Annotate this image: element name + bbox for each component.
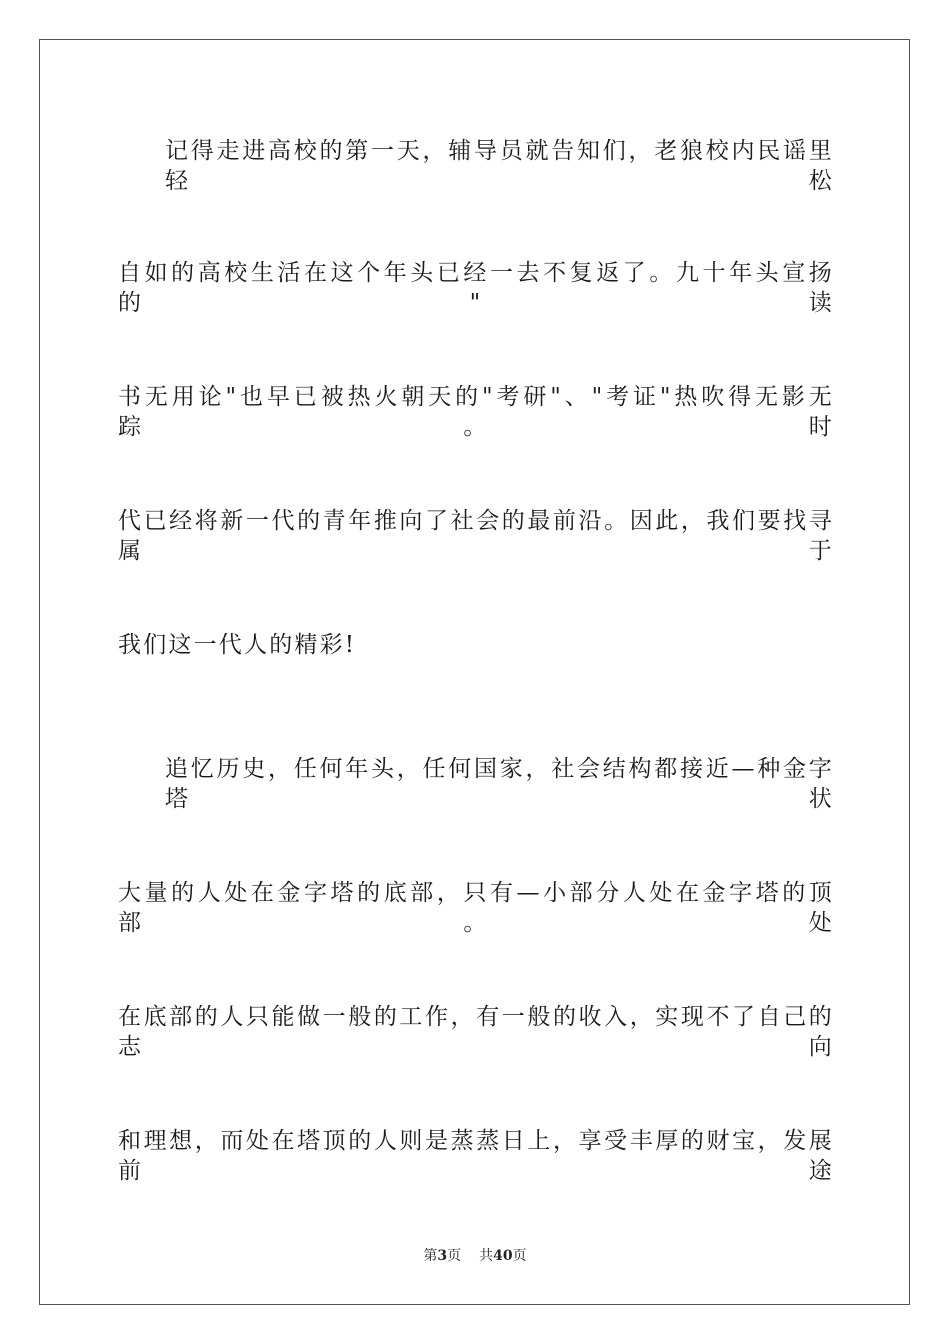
text-line-9: 和理想，而处在塔顶的人则是蒸蒸日上，享受丰厚的财宝，发展前途: [118, 1128, 834, 1184]
footer-page-prefix: 第: [423, 1248, 438, 1264]
footer-page-suffix: 页: [447, 1248, 462, 1264]
text-line-7: 大量的人处在金字塔的底部，只有—小部分人处在金字塔的顶部。处: [118, 880, 834, 936]
text-line-8: 在底部的人只能做一般的工作，有一般的收入，实现不了自己的志向: [118, 1004, 834, 1060]
page-footer: [0, 1247, 950, 1265]
footer-total-pages: 40: [493, 1248, 513, 1264]
footer-total-prefix: 共: [479, 1248, 494, 1264]
text-line-1: 记得走进高校的第一天，辅导员就告知们，老狼校内民谣里轻松: [165, 138, 834, 194]
text-line-4: 代已经将新一代的青年推向了社会的最前沿。因此，我们要找寻属于: [118, 508, 834, 564]
footer-page-number: 3: [437, 1248, 448, 1264]
footer-total-suffix: 页: [512, 1248, 527, 1264]
page-border: [39, 39, 910, 1305]
text-line-5: 我们这一代人的精彩!: [118, 632, 357, 658]
text-line-6: 追忆历史，任何年头，任何国家，社会结构都接近—种金字塔状: [165, 756, 834, 812]
text-line-3: 书无用论"也早已被热火朝天的"考研"、"考证"热吹得无影无踪。时: [118, 384, 834, 440]
text-line-2: 自如的高校生活在这个年头已经一去不复返了。九十年头宣扬的"读: [118, 260, 834, 316]
